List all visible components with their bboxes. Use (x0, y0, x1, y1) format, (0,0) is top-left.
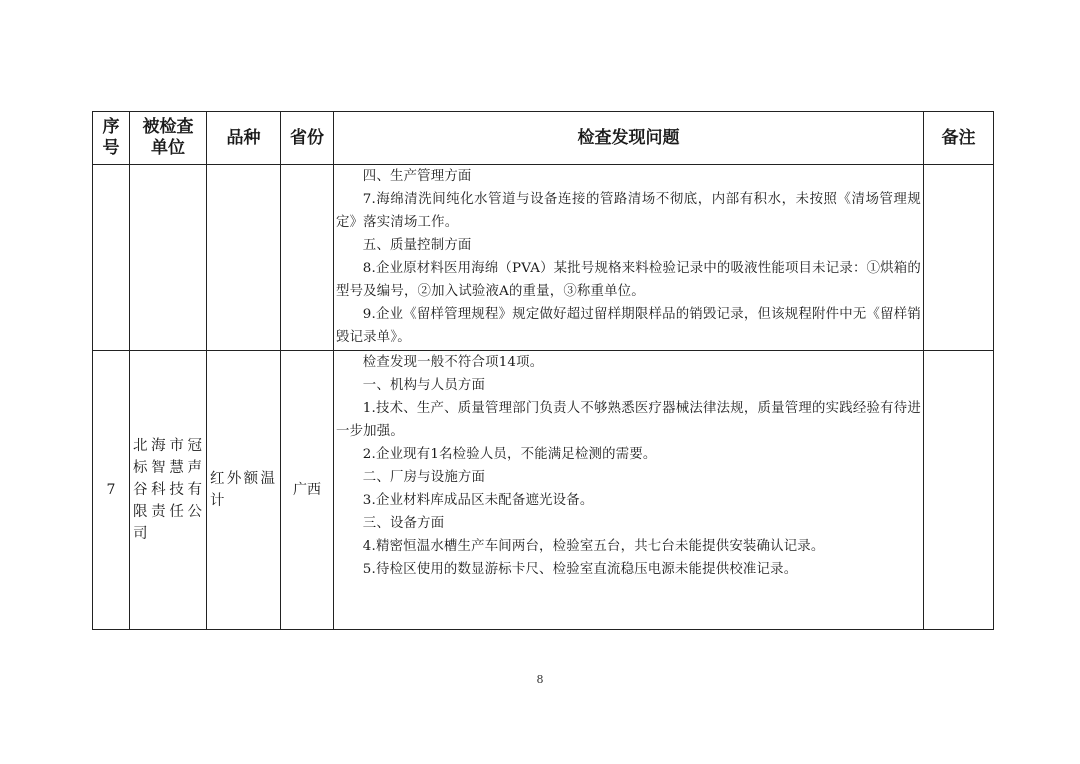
issue-line: 检查发现一般不符合项14项。 (362, 355, 544, 370)
row-remark (924, 165, 994, 351)
table-row (93, 165, 994, 351)
issue-line: 三、设备方面 (362, 516, 445, 531)
issue-line: 四、生产管理方面 (362, 169, 472, 184)
row-unit (130, 165, 207, 351)
row-issues (334, 351, 924, 630)
issue-line: 9.企业《留样管理规程》规定做好超过留样期限样品的销毁记录，但该规程附件中无《留样销毁记录单》。 (336, 307, 921, 345)
table-row (93, 351, 994, 630)
issue-line: 4.精密恒温水槽生产车间两台，检验室五台，共七台未能提供安装确认记录。 (362, 539, 825, 554)
header-issues: 检查发现问题 (334, 112, 924, 165)
issue-line: 一、机构与人员方面 (362, 378, 486, 393)
row-province (281, 165, 334, 351)
header-product: 品种 (207, 112, 281, 165)
row-product (207, 165, 281, 351)
issue-line: 3.企业材料库成品区未配备遮光设备。 (362, 493, 594, 508)
issue-line: 7.海绵清洗间纯化水管道与设备连接的管路清场不彻底，内部有积水，未按照《清场管理规定》落实清场工作。 (336, 192, 921, 230)
header-seq: 序号 (93, 112, 130, 165)
row-seq: 7 (93, 351, 130, 630)
row-unit: 北海市冠标智慧声谷科技有限责任公司 (130, 351, 207, 630)
issue-line: 8.企业原材料医用海绵（PVA）某批号规格来料检验记录中的吸液性能项目未记录：①烘箱的型号及编号，②加入试验液A的重量，③称重单位。 (336, 261, 921, 299)
page-number: 8 (536, 673, 544, 686)
header-province: 省份 (281, 112, 334, 165)
row-remark (924, 351, 994, 630)
row-issues (334, 165, 924, 351)
issue-line: 五、质量控制方面 (362, 238, 472, 253)
issue-line: 1.技术、生产、质量管理部门负责人不够熟悉医疗器械法律法规，质量管理的实践经验有待进一步加强。 (336, 401, 921, 439)
header-remark: 备注 (924, 112, 994, 165)
row-seq (93, 165, 130, 351)
table-header-row (93, 112, 994, 165)
inspection-table (92, 111, 994, 630)
issue-line: 2.企业现有1名检验人员，不能满足检测的需要。 (362, 447, 657, 462)
issue-line: 5.待检区使用的数显游标卡尺、检验室直流稳压电源未能提供校准记录。 (362, 562, 798, 577)
row-province: 广西 (281, 351, 334, 630)
issue-line: 二、厂房与设施方面 (362, 470, 486, 485)
row-product: 红外额温计 (207, 351, 281, 630)
header-unit: 被检查单位 (130, 112, 207, 165)
